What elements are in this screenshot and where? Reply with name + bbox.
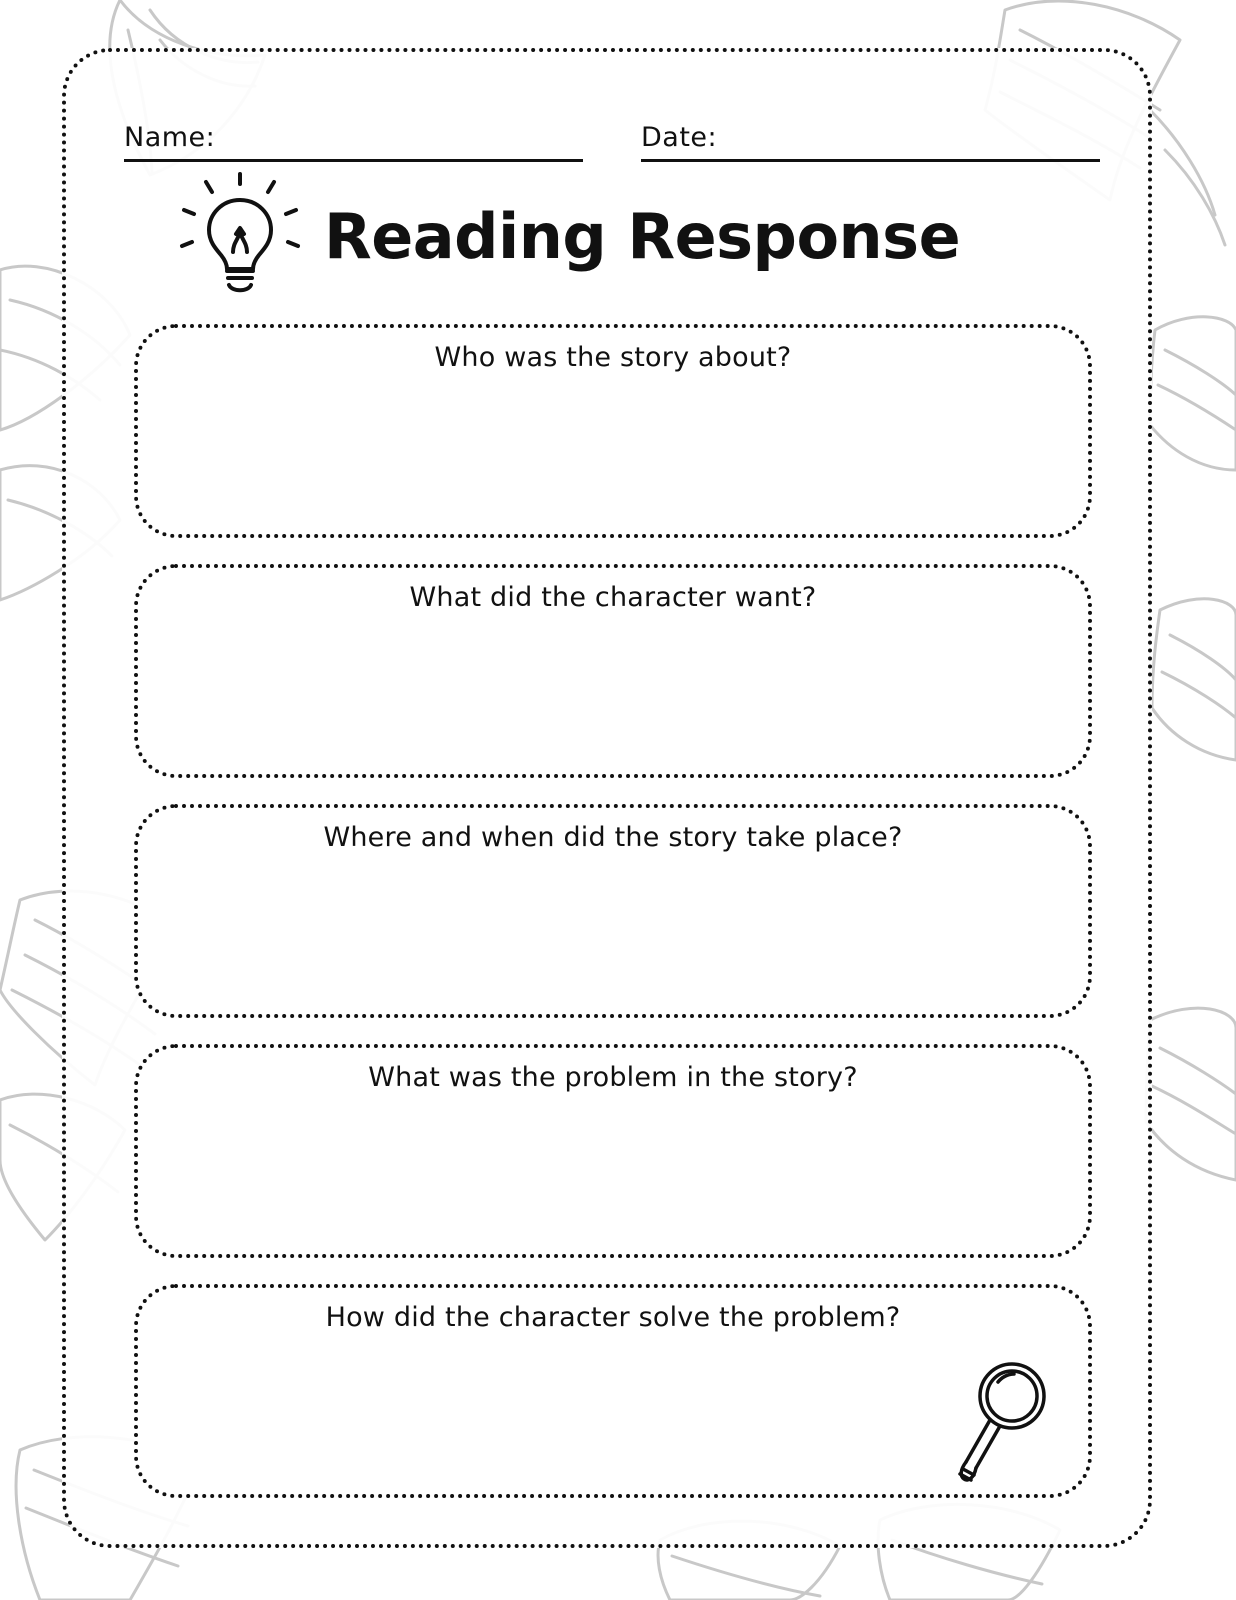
answer-area[interactable] — [138, 853, 1088, 1014]
answer-area[interactable] — [138, 613, 1088, 774]
answer-area[interactable] — [138, 373, 1088, 534]
date-label: Date: — [641, 122, 718, 153]
page-title: Reading Response — [324, 200, 961, 273]
prompt-box[interactable] — [134, 1284, 1092, 1498]
name-label: Name: — [124, 122, 216, 153]
student-info-row — [124, 104, 1100, 162]
name-field[interactable] — [124, 104, 583, 162]
date-field[interactable] — [641, 104, 1100, 162]
prompt-label: What did the character want? — [409, 582, 817, 613]
worksheet-sheet — [62, 48, 1152, 1548]
answer-area[interactable] — [138, 1333, 1088, 1494]
prompt-box-list — [134, 324, 1092, 1498]
prompt-label: Who was the story about? — [434, 342, 792, 373]
prompt-box[interactable] — [134, 804, 1092, 1018]
prompt-box[interactable] — [134, 564, 1092, 778]
prompt-label: What was the problem in the story? — [368, 1062, 858, 1093]
prompt-label: Where and when did the story take place? — [323, 822, 903, 853]
lightbulb-icon — [176, 172, 306, 302]
prompt-box[interactable] — [134, 324, 1092, 538]
prompt-label: How did the character solve the problem? — [325, 1302, 901, 1333]
prompt-box[interactable] — [134, 1044, 1092, 1258]
answer-area[interactable] — [138, 1093, 1088, 1254]
page-title-block — [176, 172, 960, 302]
magnifying-glass-icon — [950, 1352, 1060, 1482]
